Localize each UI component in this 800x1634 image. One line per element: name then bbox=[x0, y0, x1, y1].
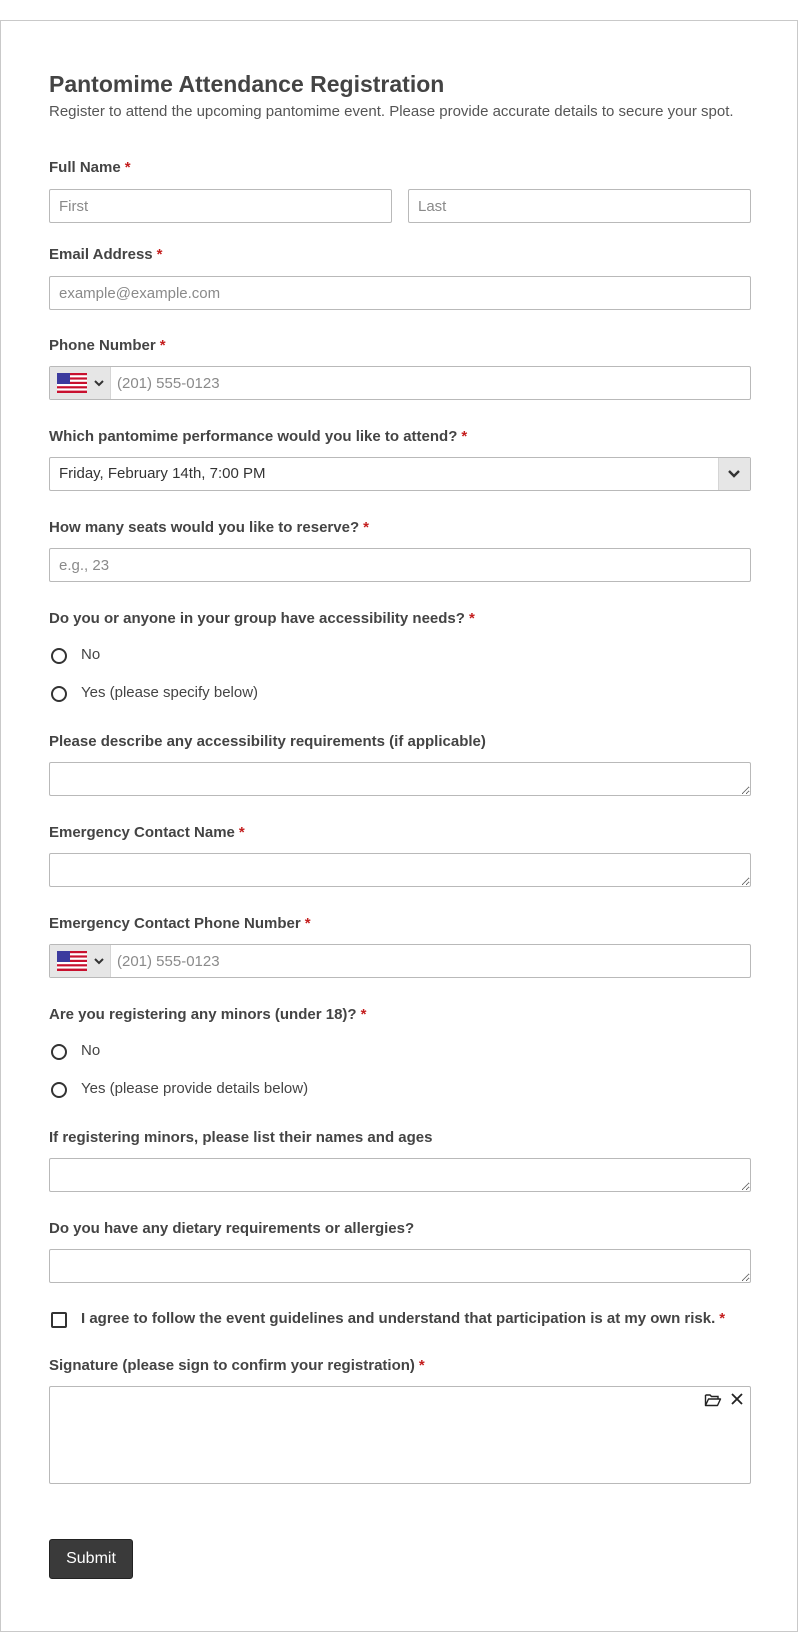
accessibility-details-label: Please describe any accessibility requirements (if applicable) bbox=[49, 733, 486, 750]
first-name-input[interactable] bbox=[49, 189, 392, 223]
chevron-down-icon bbox=[93, 955, 105, 967]
emergency-phone-field bbox=[49, 944, 751, 978]
signature-pad[interactable] bbox=[49, 1386, 751, 1484]
last-name-input[interactable] bbox=[408, 189, 751, 223]
folder-open-icon[interactable] bbox=[704, 1392, 722, 1408]
emergency-phone-label bbox=[49, 915, 311, 932]
radio-button[interactable] bbox=[51, 1082, 67, 1098]
email-input[interactable] bbox=[49, 276, 751, 310]
required-marker: * bbox=[124, 159, 131, 176]
dietary-label: Do you have any dietary requirements or allergies? bbox=[49, 1220, 415, 1237]
emergency-name-label bbox=[49, 824, 245, 841]
minors-details-textarea[interactable] bbox=[49, 1158, 751, 1192]
us-flag-icon bbox=[57, 373, 87, 393]
phone-label bbox=[49, 337, 166, 354]
chevron-down-icon bbox=[93, 377, 105, 389]
required-marker: * bbox=[418, 1357, 425, 1374]
accessibility-label-text: Do you or anyone in your group have accessibility needs? bbox=[49, 610, 465, 627]
required-marker: * bbox=[304, 915, 311, 932]
performance-label bbox=[49, 428, 467, 445]
performance-label-text: Which pantomime performance would you like to attend? bbox=[49, 428, 458, 445]
required-marker: * bbox=[159, 337, 166, 354]
radio-button[interactable] bbox=[51, 648, 67, 664]
performance-select-arrow[interactable] bbox=[718, 458, 750, 490]
full-name-label-text: Full Name bbox=[49, 159, 121, 176]
seats-label-text: How many seats would you like to reserve? bbox=[49, 519, 360, 536]
emergency-phone-label-text: Emergency Contact Phone Number bbox=[49, 915, 301, 932]
radio-label: Yes (please provide details below) bbox=[81, 1080, 309, 1097]
agreement-label bbox=[81, 1310, 725, 1327]
seats-label bbox=[49, 519, 369, 536]
signature-label-text: Signature (please sign to confirm your registration) bbox=[49, 1357, 415, 1374]
radio-label: No bbox=[81, 1042, 101, 1059]
form-title: Pantomime Attendance Registration bbox=[49, 71, 445, 97]
phone-label-text: Phone Number bbox=[49, 337, 156, 354]
radio-label: Yes (please specify below) bbox=[81, 684, 259, 701]
full-name-label bbox=[49, 159, 131, 176]
country-code-select[interactable] bbox=[50, 367, 111, 399]
performance-selected-value: Friday, February 14th, 7:00 PM bbox=[59, 465, 266, 482]
minors-label-text: Are you registering any minors (under 18)? bbox=[49, 1006, 357, 1023]
radio-button[interactable] bbox=[51, 686, 67, 702]
radio-label: No bbox=[81, 646, 101, 663]
form-description: Register to attend the upcoming pantomime event. Please provide accurate details to secure your spot. bbox=[49, 103, 734, 120]
required-marker: * bbox=[156, 246, 163, 263]
us-flag-icon bbox=[57, 951, 87, 971]
minors-details-label: If registering minors, please list their names and ages bbox=[49, 1129, 433, 1146]
emergency-phone-input[interactable] bbox=[111, 945, 753, 977]
required-marker: * bbox=[238, 824, 245, 841]
required-marker: * bbox=[461, 428, 468, 445]
required-marker: * bbox=[719, 1310, 726, 1327]
accessibility-label bbox=[49, 610, 475, 627]
agreement-label-text: I agree to follow the event guidelines and understand that participation is at my own risk. bbox=[81, 1310, 716, 1327]
submit-button[interactable]: Submit bbox=[49, 1539, 133, 1579]
performance-select[interactable] bbox=[49, 457, 751, 491]
email-label-text: Email Address bbox=[49, 246, 153, 263]
agreement-checkbox[interactable] bbox=[51, 1312, 67, 1328]
email-label bbox=[49, 246, 163, 263]
minors-label bbox=[49, 1006, 366, 1023]
dietary-textarea[interactable] bbox=[49, 1249, 751, 1283]
phone-field bbox=[49, 366, 751, 400]
emergency-name-textarea[interactable] bbox=[49, 853, 751, 887]
seats-input[interactable] bbox=[49, 548, 751, 582]
required-marker: * bbox=[363, 519, 369, 536]
form-card bbox=[0, 20, 798, 1632]
chevron-down-icon bbox=[727, 468, 741, 480]
required-marker: * bbox=[360, 1006, 367, 1023]
signature-label bbox=[49, 1357, 425, 1374]
required-marker: * bbox=[468, 610, 475, 627]
close-icon[interactable] bbox=[730, 1392, 744, 1406]
emergency-name-label-text: Emergency Contact Name bbox=[49, 824, 235, 841]
accessibility-details-textarea[interactable] bbox=[49, 762, 751, 796]
phone-input[interactable] bbox=[111, 367, 753, 399]
radio-button[interactable] bbox=[51, 1044, 67, 1060]
country-code-select[interactable] bbox=[50, 945, 111, 977]
